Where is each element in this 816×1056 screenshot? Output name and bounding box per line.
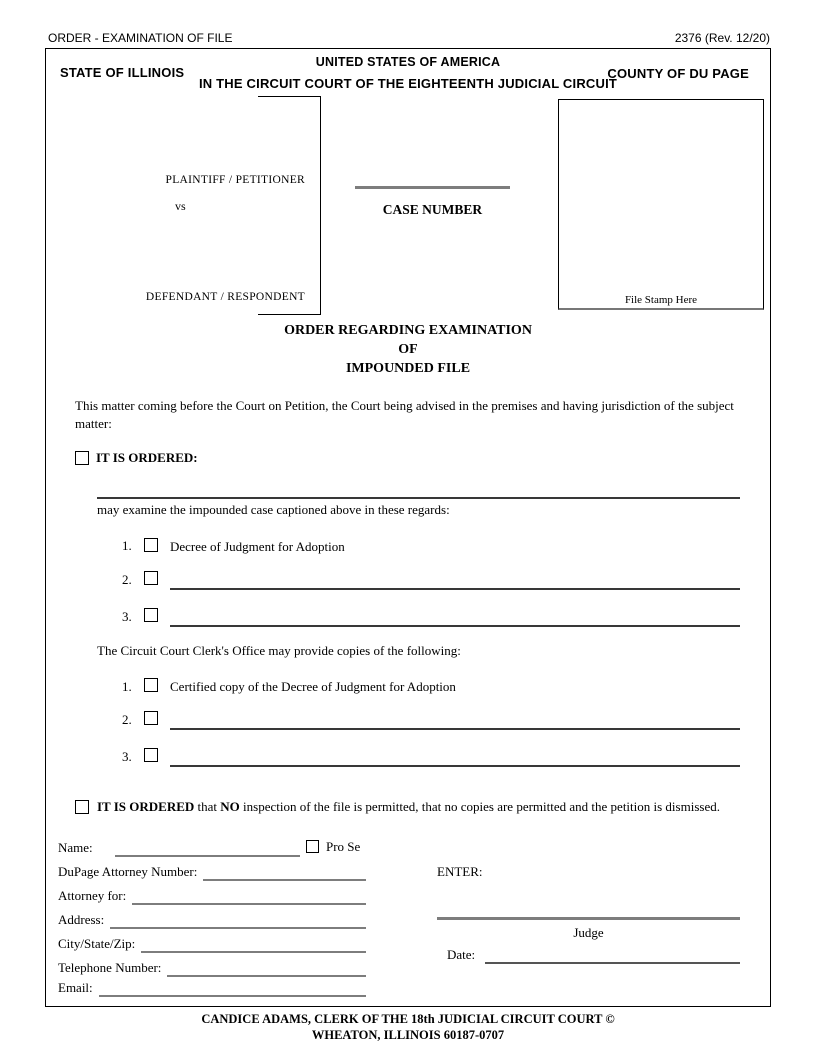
city-state-zip-label: City/State/Zip: [58, 936, 136, 951]
examine-item-2-number: 2. [122, 572, 132, 587]
address-line[interactable] [110, 912, 366, 929]
doc-type-label: ORDER - EXAMINATION OF FILE [48, 31, 233, 45]
date-line[interactable] [485, 948, 740, 964]
attorney-for-line[interactable] [132, 888, 366, 905]
state-label: STATE OF ILLINOIS [60, 65, 185, 80]
name-line[interactable] [115, 841, 300, 857]
order-title-line2: OF [398, 342, 418, 357]
judge-signature-line[interactable] [437, 917, 740, 920]
caption-bracket [258, 96, 321, 315]
copies-item-1-number: 1. [122, 679, 132, 694]
city-state-zip-line[interactable] [141, 936, 366, 953]
pro-se-checkbox[interactable] [306, 840, 319, 853]
examine-item-3-number: 3. [122, 609, 132, 624]
document-top-line [48, 31, 770, 45]
no-inspection-rest: inspection of the file is permitted, that no copies are permitted and the petition is dismissed. [239, 799, 720, 814]
attorney-for-label: Attorney for: [58, 888, 127, 903]
footer-address-line: WHEATON, ILLINOIS 60187-0707 [311, 1027, 505, 1042]
name-label: Name: [58, 840, 93, 855]
attorney-number-row [58, 864, 366, 881]
country-label: UNITED STATES OF AMERICA [315, 55, 501, 69]
it-is-ordered-label: IT IS ORDERED: [96, 450, 198, 465]
email-label: Email: [58, 980, 93, 995]
copies-item-3-line[interactable] [170, 750, 740, 767]
judge-label: Judge [573, 925, 604, 940]
order-title-line3: IMPOUNDED FILE [345, 361, 471, 376]
no-inspection-mid: that [194, 799, 221, 814]
copies-item-3-checkbox[interactable] [144, 748, 158, 762]
file-stamp-box [558, 99, 764, 310]
vs-label: vs [175, 199, 186, 213]
attorney-number-label: DuPage Attorney Number: [58, 864, 198, 879]
no-inspection-bold-1: IT IS ORDERED [97, 799, 195, 814]
email-line[interactable] [99, 980, 366, 997]
no-inspection-bold-2: NO [220, 799, 240, 814]
address-row [58, 912, 366, 929]
examine-item-1-checkbox[interactable] [144, 538, 158, 552]
city-state-zip-row [58, 936, 366, 953]
examine-item-1-number: 1. [122, 538, 132, 553]
order-title-line1: ORDER REGARDING EXAMINATION [284, 323, 532, 338]
plaintiff-label: PLAINTIFF / PETITIONER [165, 174, 305, 186]
defendant-label: DEFENDANT / RESPONDENT [145, 291, 305, 303]
order-title [45, 321, 771, 378]
examine-item-2-checkbox[interactable] [144, 571, 158, 585]
it-is-ordered-checkbox[interactable] [75, 451, 89, 465]
pro-se-label: Pro Se [326, 839, 361, 854]
copies-item-1-checkbox[interactable] [144, 678, 158, 692]
telephone-row [58, 960, 366, 977]
attorney-for-row [58, 888, 366, 905]
no-inspection-checkbox[interactable] [75, 800, 89, 814]
no-inspection-text [97, 798, 747, 815]
county-label: COUNTY OF DU PAGE [607, 66, 749, 81]
court-label: IN THE CIRCUIT COURT OF THE EIGHTEENTH JUDICIAL CIRCUIT [198, 76, 618, 91]
copies-item-3-number: 3. [122, 749, 132, 764]
enter-label: ENTER: [437, 864, 483, 879]
case-number-line[interactable] [355, 186, 510, 189]
copies-item-2-checkbox[interactable] [144, 711, 158, 725]
intro-paragraph: This matter coming before the Court on Petition, the Court being advised in the premises and having jurisdiction of the subject matter: [75, 398, 734, 431]
copies-item-2-number: 2. [122, 712, 132, 727]
examine-item-3-checkbox[interactable] [144, 608, 158, 622]
attorney-number-line[interactable] [203, 864, 366, 881]
address-label: Address: [58, 912, 105, 927]
date-label: Date: [447, 947, 476, 962]
file-stamp-label: File Stamp Here [624, 294, 698, 306]
footer-clerk-line: CANDICE ADAMS, CLERK OF THE 18th JUDICIAL CIRCUIT COURT © [201, 1012, 615, 1026]
copies-item-1-label: Certified copy of the Decree of Judgment for Adoption [170, 679, 456, 694]
examine-item-2-line[interactable] [170, 573, 740, 590]
examine-item-1-label: Decree of Judgment for Adoption [170, 539, 345, 554]
email-row [58, 980, 366, 997]
form-number: 2376 (Rev. 12/20) [674, 31, 770, 45]
case-number-label: CASE NUMBER [382, 202, 483, 217]
may-examine-text: may examine the impounded case captioned above in these regards: [97, 502, 450, 517]
telephone-label: Telephone Number: [58, 960, 162, 975]
footer [0, 1012, 816, 1043]
examinee-name-line[interactable] [97, 482, 740, 499]
copies-intro-text: The Circuit Court Clerk's Office may provide copies of the following: [97, 643, 461, 658]
telephone-line[interactable] [167, 960, 366, 977]
copies-item-2-line[interactable] [170, 713, 740, 730]
examine-item-3-line[interactable] [170, 610, 740, 627]
